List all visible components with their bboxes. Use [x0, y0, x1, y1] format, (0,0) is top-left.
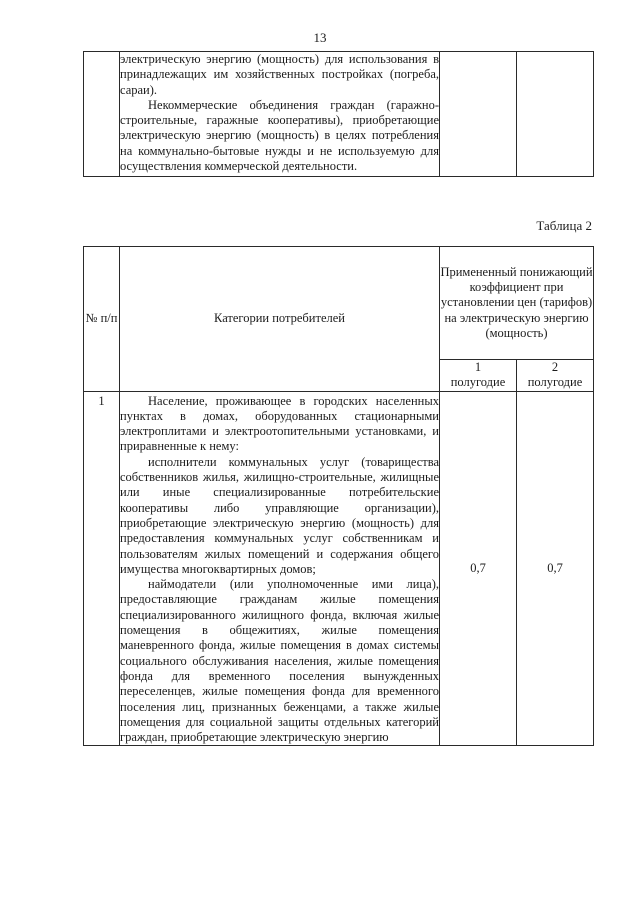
header-half2-label: полугодие [527, 375, 583, 390]
cell-category [120, 52, 440, 177]
header-category: Категории потребителей [120, 247, 440, 392]
paragraph: электрическую энергию (мощность) для использования в принадлежащих им хозяйственных постройках (погреба, сараи). [120, 52, 439, 97]
header-half1 [440, 360, 517, 392]
header-num: № п/п [84, 247, 120, 392]
page-number: 13 [313, 30, 327, 45]
header-half2-num: 2 [551, 360, 559, 374]
table-caption: Таблица 2 [536, 218, 592, 233]
row-half1-value: 0,7 [440, 391, 517, 746]
continuation-table [83, 51, 594, 177]
cell-num [84, 52, 120, 177]
header-row [84, 247, 594, 360]
header-half1-num: 1 [474, 360, 482, 374]
row-num: 1 [84, 391, 120, 746]
paragraph: Население, проживающее в городских населенных пунктах в домах, оборудованных стационарными электроплитами и электроотопительными установками, и приравненные к нему: [120, 393, 439, 454]
header-coefficient: Примененный понижающий коэффициент при установлении цен (тарифов) на электрическую энергию (мощность) [440, 247, 594, 360]
table-row [84, 52, 594, 177]
paragraph: исполнители коммунальных услуг (товарищества собственников жилья, жилищно-строительные, жилищные или иные специализированные потребительские кооперативы либо управляющие организации), приобретающие электрическую энергию (мощность) для предоставления коммунальных услуг собственникам и пользователям жилых помещений и содержания общего имущества многоквартирных домов; [120, 454, 439, 576]
cell-half2 [517, 52, 594, 177]
cell-half1 [440, 52, 517, 177]
paragraph: Некоммерческие объединения граждан (гаражно-строительные, гаражные кооперативы), приобретающие электрическую энергию (мощность) в целях потребления на коммунально-бытовые нужды и не используемую для осуществления коммерческой деятельности. [120, 97, 439, 174]
header-half1-label: полугодие [450, 375, 506, 390]
header-half2 [517, 360, 594, 392]
row-category [120, 391, 440, 746]
row-half2-value: 0,7 [517, 391, 594, 746]
table-row [84, 391, 594, 746]
paragraph: наймодатели (или уполномоченные ими лица), предоставляющие гражданам жилые помещения специализированного жилищного фонда, включая жилые помещения в общежитиях, жилые помещения маневренного фонда, жилые помещения в домах системы социального обслуживания населения, жилые помещения фонда для временного поселения вынужденных переселенцев, жилые помещения фонда для временного поселения лиц, признанных беженцами, а также жилые помещения для социальной защиты отдельных категорий граждан, приобретающие электрическую энергию [120, 577, 439, 745]
coefficient-table [83, 246, 594, 746]
